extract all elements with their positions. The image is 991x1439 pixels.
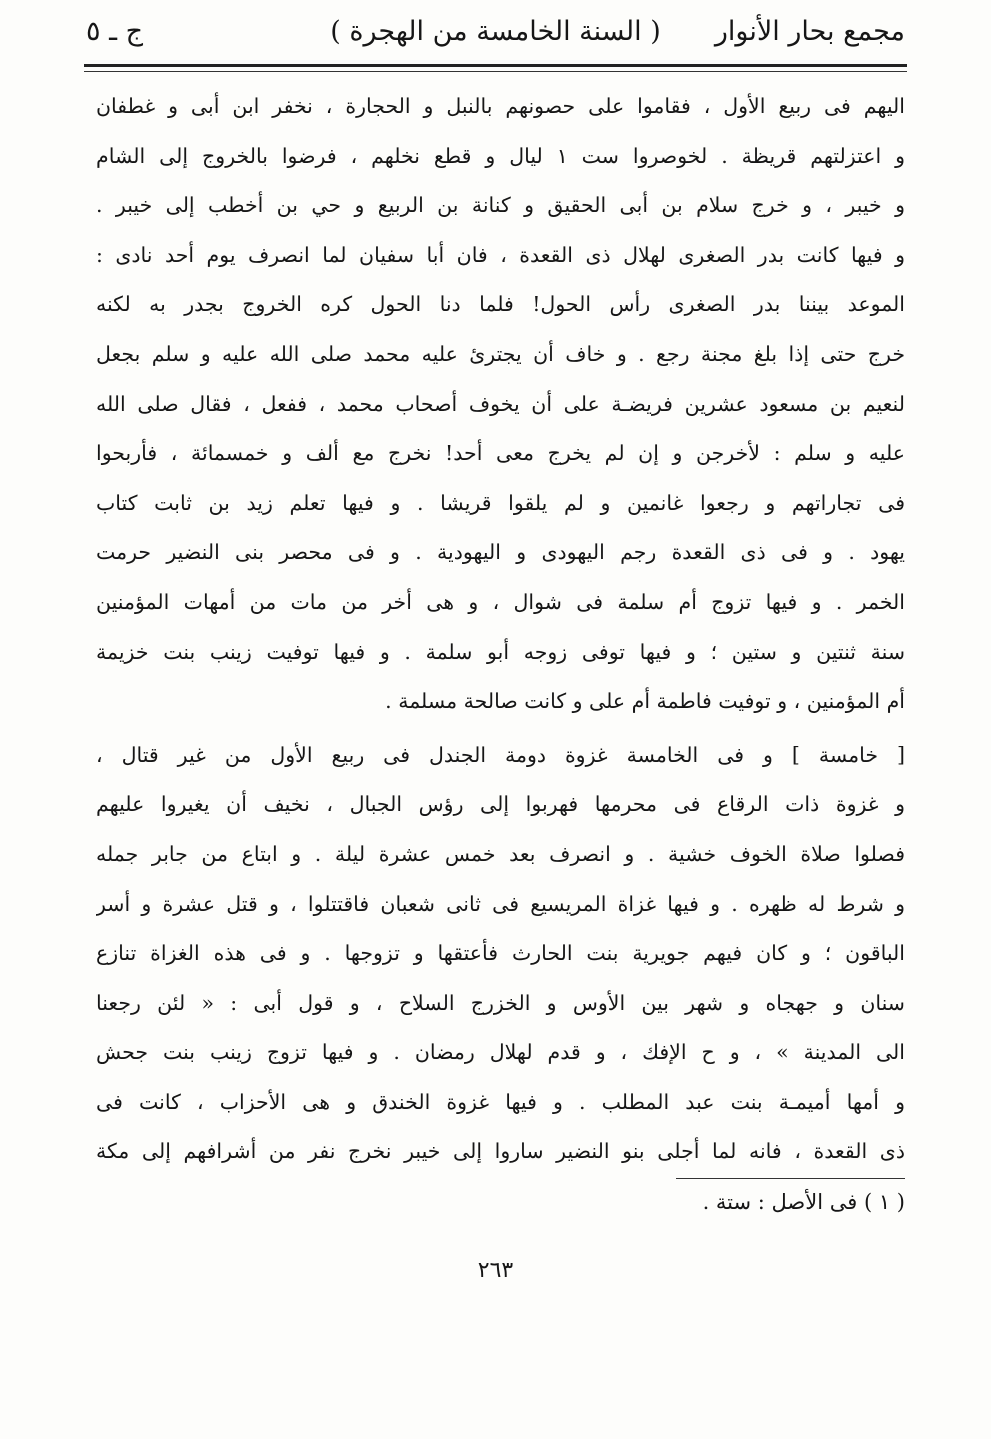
text-line: الخمر . و فيها تزوج أم سلمة فى شوال ، و هى أخر من مات من أمهات المؤمنين <box>96 589 905 614</box>
footnote: ( ١ ) فى الأصل : ستة . <box>702 1190 905 1214</box>
text-line: يهود . و فى ذى القعدة رجم اليهودى و اليهودية . و فى محصر بنى النضير حرمت <box>96 540 905 565</box>
text-line: خرج حتى إذا بلغ مجنة رجع . و خاف أن يجترئ عليه محمد صلى الله عليه و سلم بجعل <box>96 341 905 366</box>
book-title: مجمع بحار الأنوار <box>714 16 905 47</box>
text-line: لنعيم بن مسعود عشرين فريضـة على أن يخوف أصحاب محمد ، ففعل ، فقال صلى الله <box>96 391 905 416</box>
text-line: و خيبر ، و خرج سلام بن أبى الحقيق و كنانة بن الربيع و حي بن أخطب إلى خيبر . <box>96 193 905 218</box>
text-line: سنة ثنتين و ستين ؛ و فيها توفى زوجه أبو سلمة . و فيها توفيت زينب بنت خزيمة <box>96 639 905 664</box>
running-header <box>86 12 905 58</box>
text-line: فى تجاراتهم و رجعوا غانمين و لم يلقوا قريشا . و فيها تعلم زيد بن ثابت كتاب <box>96 490 905 515</box>
footnote-rule <box>676 1178 905 1179</box>
text-line: و اعتزلتهم قريظة . لخوصروا ست ١ ليال و قطع نخلهم ، فرضوا بالخروج إلى الشام <box>96 143 905 168</box>
paragraph-2 <box>96 731 905 1177</box>
text-line: اليهم فى ربيع الأول ، فقاموا على حصونهم بالنبل و الحجارة ، نخفر ابن أبى و غطفان <box>96 94 905 118</box>
paragraph-1 <box>96 82 905 727</box>
text-line: الباقون ؛ و كان فيهم جويرية بنت الحارث فأعتقها و تزوجها . و فى هذه الغزاة تنازع <box>96 941 905 966</box>
header-rule-thin <box>84 71 907 72</box>
text-line: الموعد بيننا بدر الصغرى رأس الحول! فلما دنا الحول كره الخروج بجدر به لكنه <box>96 292 905 317</box>
header-rule-thick <box>84 64 907 67</box>
page-number: ٢٦٣ <box>477 1258 514 1283</box>
chapter-title: ( السنة الخامسة من الهجرة ) <box>330 16 661 47</box>
volume-number: ج ـ ٥ <box>86 16 144 47</box>
text-line: الى المدينة » ، و ح الإفك ، و قدم لهلال رمضان . و فيها تزوج زينب بنت جحش <box>96 1040 905 1065</box>
text-line: [ خامسة ] و فى الخامسة غزوة دومة الجندل فى ربيع الأول من غير قتال ، <box>96 742 905 767</box>
text-line: عليه و سلم : لأخرجن و إن لم يخرج معى أحد! نخرج مع ألف و خمسمائة ، فأربحوا <box>96 441 905 466</box>
body-text <box>96 82 905 1177</box>
text-line: و شرط له ظهره . و فيها غزاة المريسيع فى ثانى شعبان فاقتتلوا ، و قتل عشرة و أسر <box>96 891 905 916</box>
text-line: و غزوة ذات الرقاع فى محرمها فهربوا إلى رؤس الجبال ، نخيف أن يغيروا عليهم <box>96 792 905 817</box>
text-line: فصلوا صلاة الخوف خشية . و انصرف بعد خمس عشرة ليلة . و ابتاع من جابر جمله <box>96 841 905 866</box>
text-line: أم المؤمنين ، و توفيت فاطمة أم على و كانت صالحة مسلمة . <box>385 689 905 714</box>
text-line: و أمها أميمـة بنت عبد المطلب . و فيها غزوة الخندق و هى الأحزاب ، كانت فى <box>96 1089 905 1114</box>
text-line: ذى القعدة ، فانه لما أجلى بنو النضير ساروا إلى خيبر نخرج نفر من أشرافهم إلى مكة <box>96 1139 905 1164</box>
text-line: سنان و جهجاه و شهر بين الأوس و الخزرج السلاح ، و قول أبى : « لئن رجعنا <box>96 990 905 1015</box>
text-line: و فيها كانت بدر الصغرى لهلال ذى القعدة ، فان أبا سفيان لما انصرف يوم أحد نادى : <box>96 242 905 267</box>
